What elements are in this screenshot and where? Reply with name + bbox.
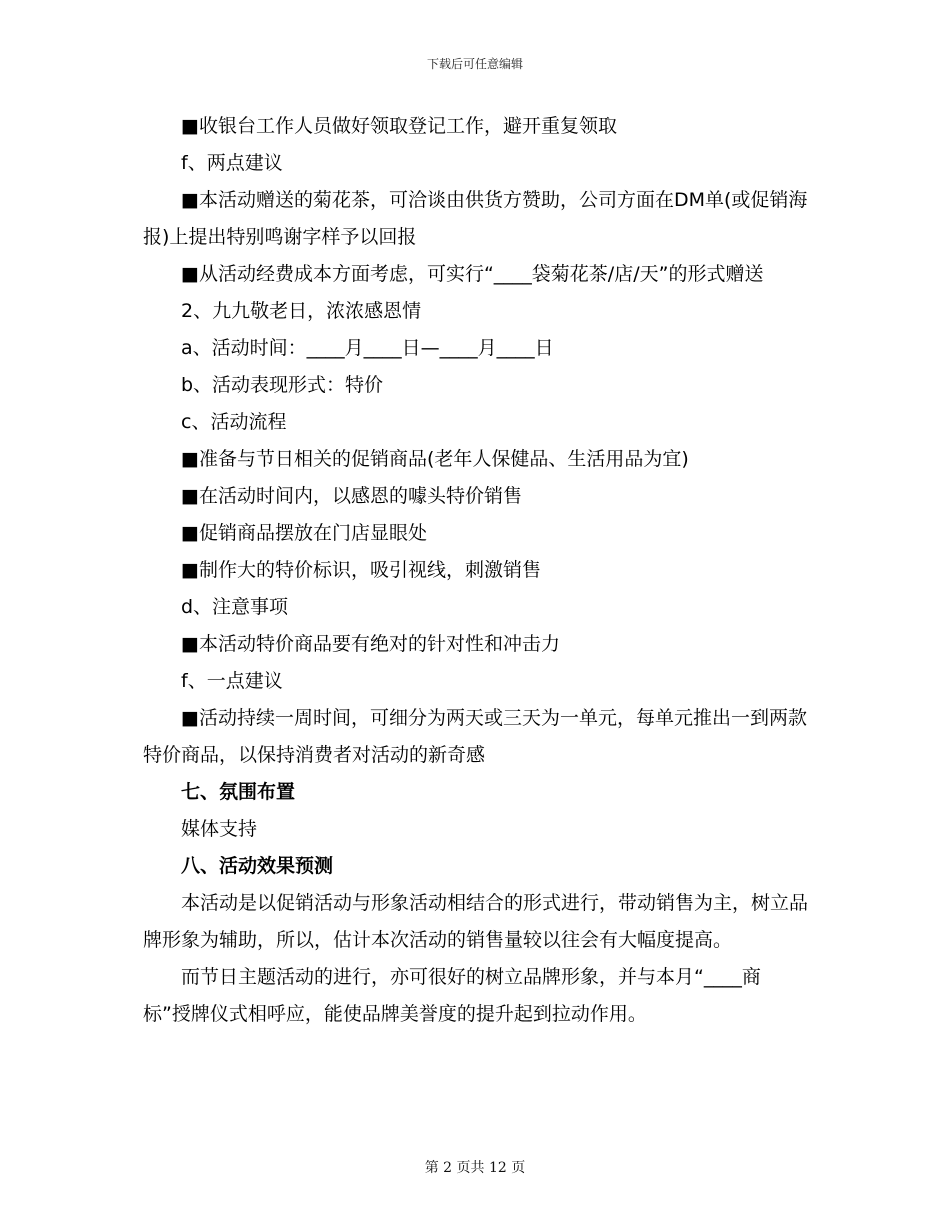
paragraph: ■收银台工作人员做好领取登记工作，避开重复领取: [181, 115, 617, 137]
page-header: 下载后可任意编辑: [426, 57, 523, 71]
paragraph: f、一点建议: [181, 670, 283, 692]
section-heading: 八、活动效果预测: [181, 855, 334, 877]
paragraph: 而节日主题活动的进行，亦可很好的树立品牌形象，并与本月“____商标”授牌仪式相呼应，能使品牌美誉度的提升起到拉动作用。: [143, 966, 761, 1025]
paragraph: b、活动表现形式：特价: [181, 374, 384, 396]
paragraph: f、两点建议: [181, 152, 283, 174]
paragraph: 本活动是以促销活动与形象活动相结合的形式进行，带动销售为主，树立品牌形象为辅助，所以，估计本次活动的销售量较以往会有大幅度提高。: [143, 892, 809, 951]
paragraph: ■本活动特价商品要有绝对的针对性和冲击力: [181, 633, 560, 655]
section-heading: 七、氛围布置: [181, 781, 296, 803]
paragraph: ■制作大的特价标识，吸引视线，刺激销售: [181, 559, 541, 581]
paragraph: ■促销商品摆放在门店显眼处: [181, 522, 427, 544]
paragraph: ■从活动经费成本方面考虑，可实行“____袋菊花茶/店/天”的形式赠送: [181, 263, 764, 285]
page-footer: 第 2 页共 12 页: [424, 1160, 526, 1176]
paragraph: ■在活动时间内，以感恩的噱头特价销售: [181, 485, 522, 507]
document-body: [143, 108, 808, 1033]
paragraph: ■活动持续一周时间，可细分为两天或三天为一单元，每单元推出一到两款特价商品，以保持消费者对活动的新奇感: [143, 707, 807, 766]
paragraph: 2、九九敬老日，浓浓感恩情: [181, 300, 422, 322]
paragraph: ■准备与节日相关的促销商品(老年人保健品、生活用品为宜): [181, 448, 689, 470]
paragraph: a、活动时间：____月____日—____月____日: [181, 337, 554, 359]
paragraph: d、注意事项: [181, 596, 289, 618]
paragraph: ■本活动赠送的菊花茶，可洽谈由供货方赞助，公司方面在DM单(或促销海报)上提出特别鸣谢字样予以回报: [143, 189, 808, 248]
paragraph: 媒体支持: [181, 818, 258, 840]
paragraph: c、活动流程: [181, 411, 287, 433]
